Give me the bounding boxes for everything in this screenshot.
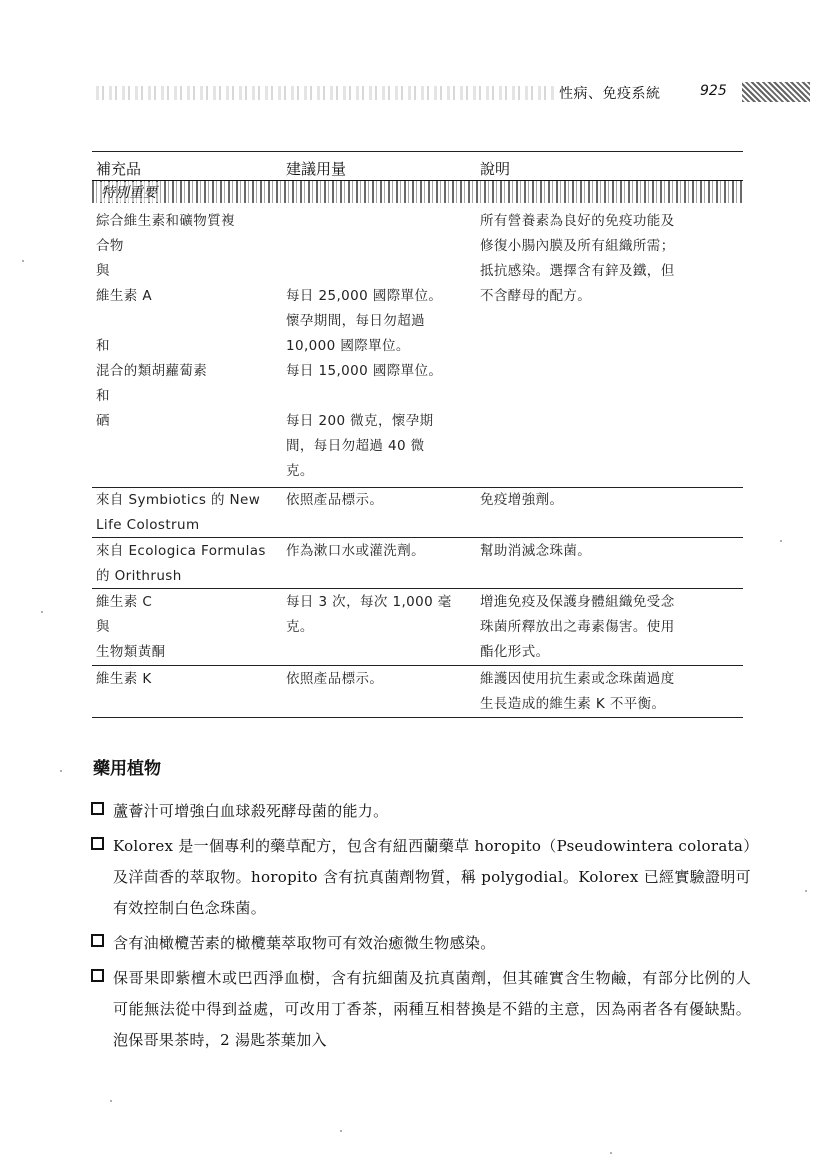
scan-speck bbox=[610, 1152, 612, 1154]
table-cell-dosage: 每日 3 次，每次 1,000 毫 克。 bbox=[286, 594, 452, 635]
row-rule bbox=[92, 588, 743, 589]
checkbox-icon bbox=[91, 837, 104, 850]
section-band bbox=[92, 181, 743, 203]
herb-item-text: 保哥果即紫檀木或巴西淨血樹，含有抗細菌及抗真菌劑，但其確實含生物鹼，有部分比例的人可能無法從中得到益處，可改用丁香茶，兩種互相替換是不錯的主意，因為兩者各有優缺點。泡保哥果茶時，2 湯匙茶葉加入 bbox=[113, 969, 751, 1049]
herb-item bbox=[91, 796, 751, 827]
checkbox-icon bbox=[91, 802, 104, 815]
table-cell-supplement: 維生素 K bbox=[96, 671, 152, 687]
chapter-title: 性病、免疫系統 bbox=[559, 86, 661, 102]
checkbox-icon bbox=[91, 969, 104, 982]
running-header bbox=[96, 80, 811, 106]
checkbox-icon bbox=[91, 934, 104, 947]
scan-speck bbox=[805, 890, 807, 892]
herb-list bbox=[91, 796, 751, 1060]
table-cell-supplement: 綜合維生素和礦物質複 合物 與 維生素 A 和 混合的類胡蘿蔔素 和 硒 bbox=[96, 213, 235, 429]
scan-speck bbox=[60, 770, 62, 772]
table-bottom-rule bbox=[92, 717, 743, 718]
table-cell-description: 幫助消滅念珠菌。 bbox=[480, 543, 592, 559]
row-rule bbox=[92, 537, 743, 538]
herbs-heading: 藥用植物 bbox=[93, 759, 161, 779]
herb-item-text: 蘆薈汁可增強白血球殺死酵母菌的能力。 bbox=[113, 802, 389, 820]
herb-item bbox=[91, 831, 751, 924]
table-cell-dosage: 依照產品標示。 bbox=[286, 671, 384, 687]
table-cell-dosage: 依照產品標示。 bbox=[286, 492, 384, 508]
table-cell-supplement: 來自 Ecologica Formulas 的 Orithrush bbox=[96, 543, 266, 584]
scan-speck bbox=[41, 611, 43, 613]
scan-speck bbox=[780, 540, 782, 542]
scan-speck bbox=[110, 1100, 112, 1102]
scan-speck bbox=[340, 1130, 342, 1132]
header-scan-mark bbox=[742, 82, 810, 102]
table-cell-supplement: 維生素 C 與 生物類黃酮 bbox=[96, 594, 166, 660]
table-top-rule bbox=[92, 151, 743, 152]
column-header-description: 說明 bbox=[480, 160, 511, 178]
herb-item-text: 含有油橄欖苦素的橄欖葉萃取物可有效治癒微生物感染。 bbox=[113, 934, 496, 952]
header-scan-noise bbox=[96, 86, 556, 100]
row-rule bbox=[92, 665, 743, 666]
table-cell-description: 增進免疫及保護身體組織免受念 珠菌所釋放出之毒素傷害。使用 酯化形式。 bbox=[480, 594, 675, 660]
column-header-supplement: 補充品 bbox=[96, 160, 142, 178]
section-label: 特別重要 bbox=[98, 182, 160, 202]
column-header-dosage: 建議用量 bbox=[286, 160, 347, 178]
table-cell-description: 所有營養素為良好的免疫功能及 修復小腸內膜及所有組織所需； 抵抗感染。選擇含有鋅及鐵，但 不含酵母的配方。 bbox=[480, 213, 675, 304]
table-cell-supplement: 來自 Symbiotics 的 New Life Colostrum bbox=[96, 492, 261, 533]
table-cell-description: 維護因使用抗生素或念珠菌過度 生長造成的維生素 K 不平衡。 bbox=[480, 671, 675, 712]
herb-item bbox=[91, 928, 751, 959]
table-cell-dosage: 每日 25,000 國際單位。 懷孕期間，每日勿超過 10,000 國際單位。 每日 15,000 國際單位。 每日 200 微克，懷孕期 間，每日勿超過 40 微 克。 bbox=[286, 288, 443, 479]
table-cell-description: 免疫增強劑。 bbox=[480, 492, 564, 508]
table-cell-dosage: 作為漱口水或灌洗劑。 bbox=[286, 543, 425, 559]
scan-speck bbox=[22, 260, 24, 262]
herb-item bbox=[91, 963, 751, 1056]
page-number: 925 bbox=[700, 83, 727, 99]
herb-item-text: Kolorex 是一個專利的藥草配方，包含有紐西蘭藥草 horopito（Pseudowintera colorata）及洋茴香的萃取物。horopito 含有抗真菌劑物質，稱 polygodial。Kolorex 已經實驗證明可有效控制白色念珠菌。 bbox=[113, 837, 751, 917]
